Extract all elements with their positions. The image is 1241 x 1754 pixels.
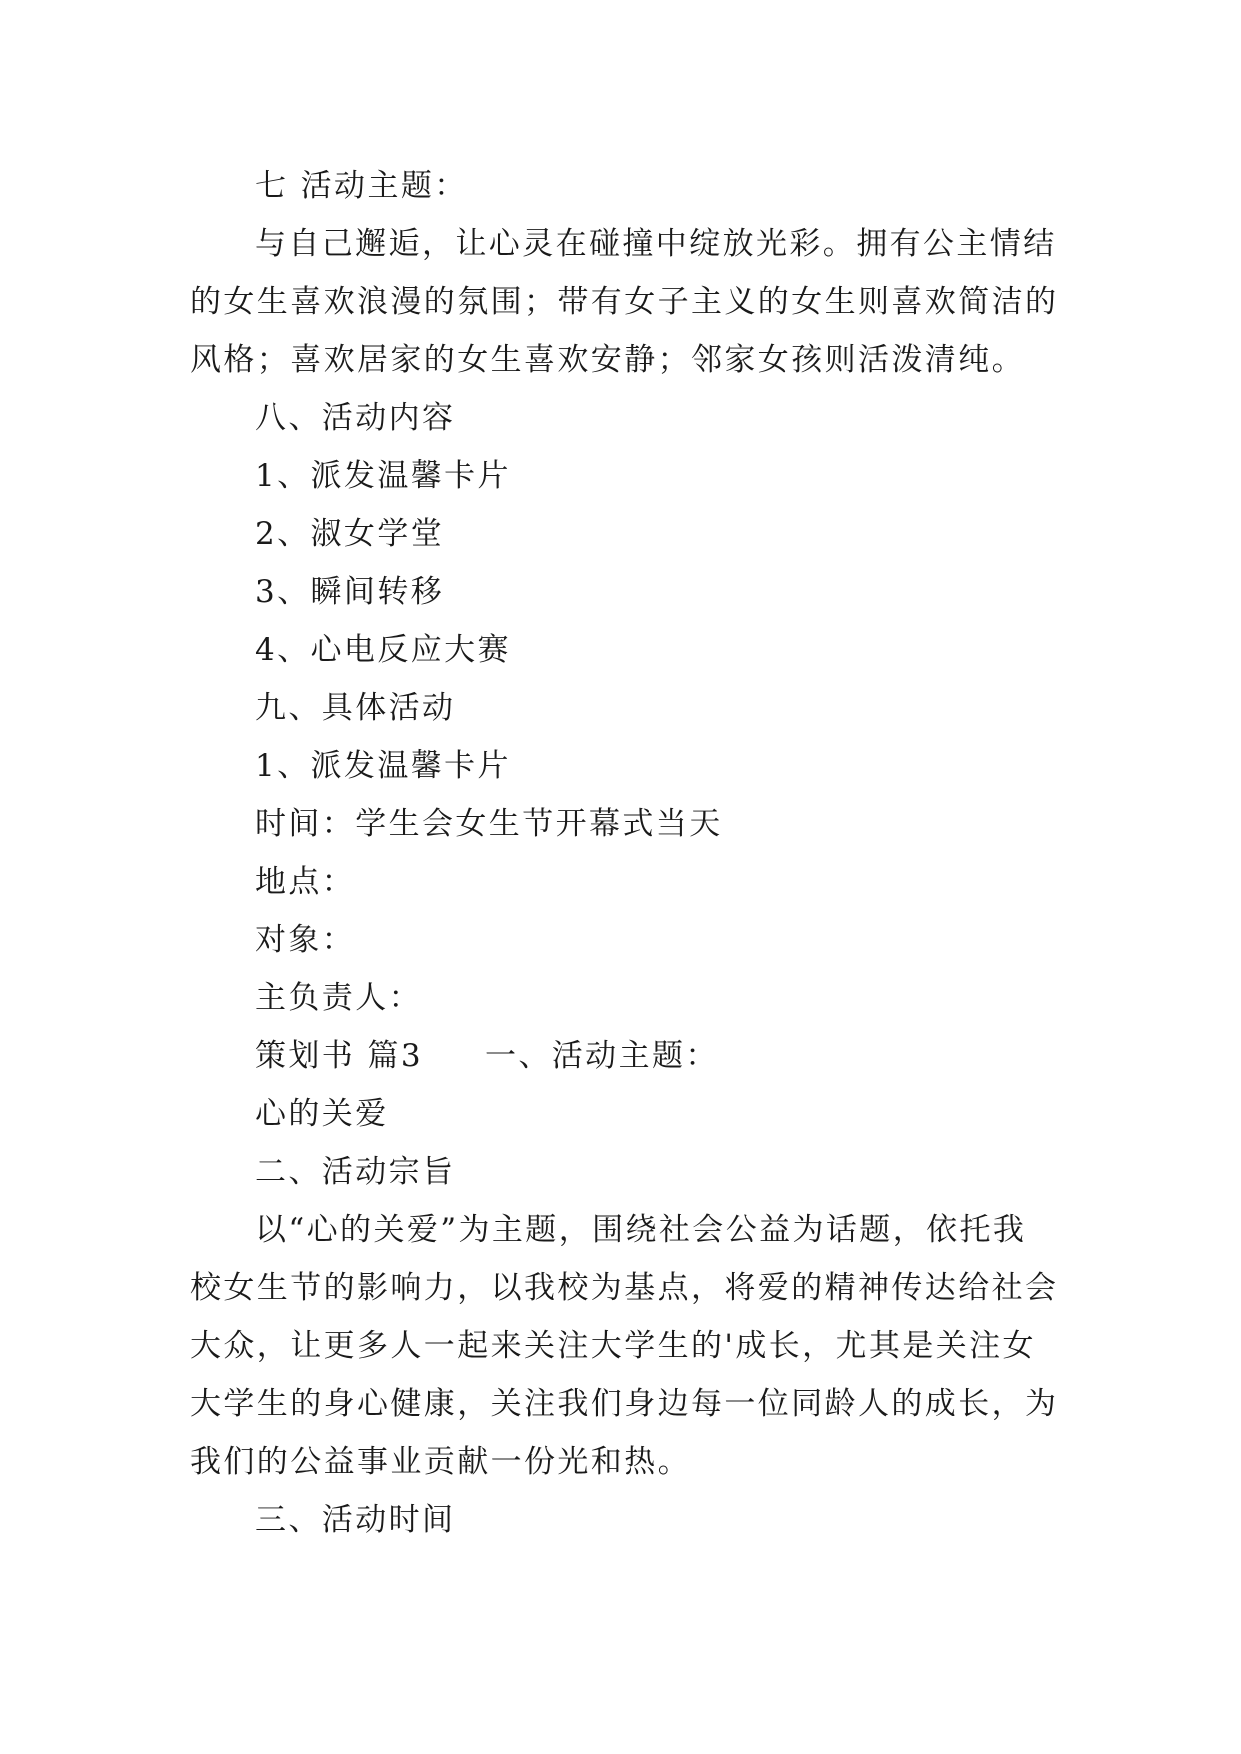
section-heading: 二、活动宗旨	[255, 1154, 456, 1190]
paragraph-line: 的女生喜欢浪漫的氛围；带有女子主义的女生则喜欢简洁的	[190, 284, 1059, 320]
paragraph-line: 大众，让更多人一起来关注大学生的'成长，尤其是关注女	[190, 1328, 1036, 1364]
detail-line: 地点：	[255, 864, 356, 900]
list-item: 2、淑女学堂	[255, 516, 445, 552]
list-item: 1、派发温馨卡片	[255, 458, 511, 494]
detail-line: 时间：学生会女生节开幕式当天	[255, 806, 723, 842]
detail-line: 对象：	[255, 922, 356, 958]
section-title-row	[255, 1027, 1125, 1085]
section-heading: 八、活动内容	[255, 400, 456, 436]
paragraph-line: 以“心的关爱”为主题，围绕社会公益为话题，依托我	[255, 1212, 1027, 1248]
list-item: 3、瞬间转移	[255, 574, 445, 610]
section-heading: 七 活动主题：	[255, 168, 468, 204]
list-item: 1、派发温馨卡片	[255, 748, 511, 784]
section-heading: 三、活动时间	[255, 1502, 456, 1538]
paragraph-line: 我们的公益事业贡献一份光和热。	[190, 1444, 691, 1480]
paragraph-line: 与自己邂逅，让心灵在碰撞中绽放光彩。拥有公主情结	[255, 226, 1057, 262]
paragraph-line: 心的关爱	[255, 1096, 389, 1132]
document-subtitle: 策划书 篇3	[255, 1038, 423, 1074]
paragraph-line: 校女生节的影响力，以我校为基点，将爱的精神传达给社会	[190, 1270, 1059, 1306]
paragraph-line: 风格；喜欢居家的女生喜欢安静；邻家女孩则活泼清纯。	[190, 342, 1025, 378]
list-item: 4、心电反应大赛	[255, 632, 511, 668]
paragraph-line: 大学生的身心健康，关注我们身边每一位同龄人的成长，为	[190, 1386, 1059, 1422]
section-heading: 一、活动主题：	[484, 1038, 719, 1074]
section-heading: 九、具体活动	[255, 690, 456, 726]
detail-line: 主负责人：	[255, 980, 422, 1016]
